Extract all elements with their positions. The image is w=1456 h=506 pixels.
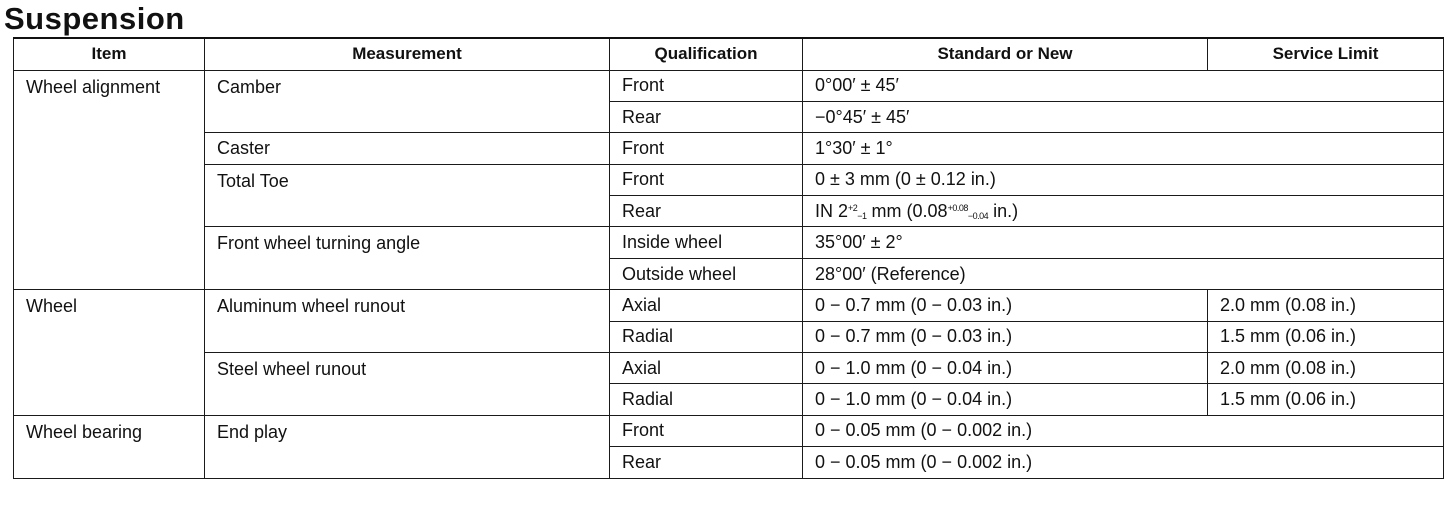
measurement-cell: Caster: [205, 133, 610, 164]
header-item: Item: [14, 38, 205, 70]
qualification-cell: Outside wheel: [610, 258, 803, 289]
measurement-cell: Front wheel turning angle: [205, 227, 610, 290]
standard-cell: 0 − 1.0 mm (0 − 0.04 in.): [803, 353, 1208, 384]
standard-cell: 0 − 0.05 mm (0 − 0.002 in.): [803, 415, 1444, 446]
item-cell: Wheel alignment: [14, 70, 205, 290]
standard-cell: 0°00′ ± 45′: [803, 70, 1444, 101]
standard-cell: 0 − 1.0 mm (0 − 0.04 in.): [803, 384, 1208, 415]
header-service-limit: Service Limit: [1208, 38, 1444, 70]
standard-cell: 0 − 0.7 mm (0 − 0.03 in.): [803, 321, 1208, 352]
qualification-cell: Front: [610, 133, 803, 164]
standard-cell: [803, 196, 1444, 227]
measurement-cell: Camber: [205, 70, 610, 133]
qualification-cell: Axial: [610, 353, 803, 384]
toe-rear-value: IN 2: [815, 200, 849, 221]
item-cell: Wheel bearing: [14, 415, 205, 478]
qualification-cell: Axial: [610, 290, 803, 321]
toe-rear-value-in: mm (0.08: [866, 200, 948, 221]
header-standard: Standard or New: [803, 38, 1208, 70]
service-limit-cell: 2.0 mm (0.08 in.): [1208, 353, 1444, 384]
table-row: [14, 415, 1444, 446]
header-measurement: Measurement: [205, 38, 610, 70]
table-row: [14, 133, 1444, 164]
qualification-cell: Radial: [610, 384, 803, 415]
service-limit-cell: 1.5 mm (0.06 in.): [1208, 321, 1444, 352]
qualification-cell: Radial: [610, 321, 803, 352]
qualification-cell: Front: [610, 70, 803, 101]
qualification-cell: Rear: [610, 196, 803, 227]
standard-cell: 0 − 0.7 mm (0 − 0.03 in.): [803, 290, 1208, 321]
toe-rear-in-tolerance-minus: −0.04: [967, 210, 989, 221]
item-cell: Wheel: [14, 290, 205, 416]
table-row: [14, 353, 1444, 384]
measurement-cell: End play: [205, 415, 610, 478]
suspension-spec-table: [13, 37, 1444, 479]
standard-cell: 0 ± 3 mm (0 ± 0.12 in.): [803, 164, 1444, 195]
qualification-cell: Front: [610, 164, 803, 195]
table-header-row: [14, 38, 1444, 70]
toe-rear-tolerance-plus: +2: [848, 202, 858, 213]
toe-rear-unit: in.): [988, 200, 1019, 221]
measurement-cell: Total Toe: [205, 164, 610, 227]
standard-cell: −0°45′ ± 45′: [803, 101, 1444, 132]
table-row: [14, 290, 1444, 321]
service-limit-cell: 1.5 mm (0.06 in.): [1208, 384, 1444, 415]
standard-cell: 28°00′ (Reference): [803, 258, 1444, 289]
measurement-cell: Aluminum wheel runout: [205, 290, 610, 353]
toe-rear-tolerance-minus: −1: [857, 210, 867, 221]
qualification-cell: Rear: [610, 447, 803, 478]
page-title: Suspension: [4, 1, 185, 36]
header-qualification: Qualification: [610, 38, 803, 70]
table-row: [14, 227, 1444, 258]
table-row: [14, 70, 1444, 101]
service-limit-cell: 2.0 mm (0.08 in.): [1208, 290, 1444, 321]
standard-cell: 0 − 0.05 mm (0 − 0.002 in.): [803, 447, 1444, 478]
measurement-cell: Steel wheel runout: [205, 353, 610, 416]
table-row: [14, 164, 1444, 195]
qualification-cell: Inside wheel: [610, 227, 803, 258]
standard-cell: 1°30′ ± 1°: [803, 133, 1444, 164]
standard-cell: 35°00′ ± 2°: [803, 227, 1444, 258]
toe-rear-in-tolerance-plus: +0.08: [947, 202, 968, 213]
qualification-cell: Rear: [610, 101, 803, 132]
qualification-cell: Front: [610, 415, 803, 446]
